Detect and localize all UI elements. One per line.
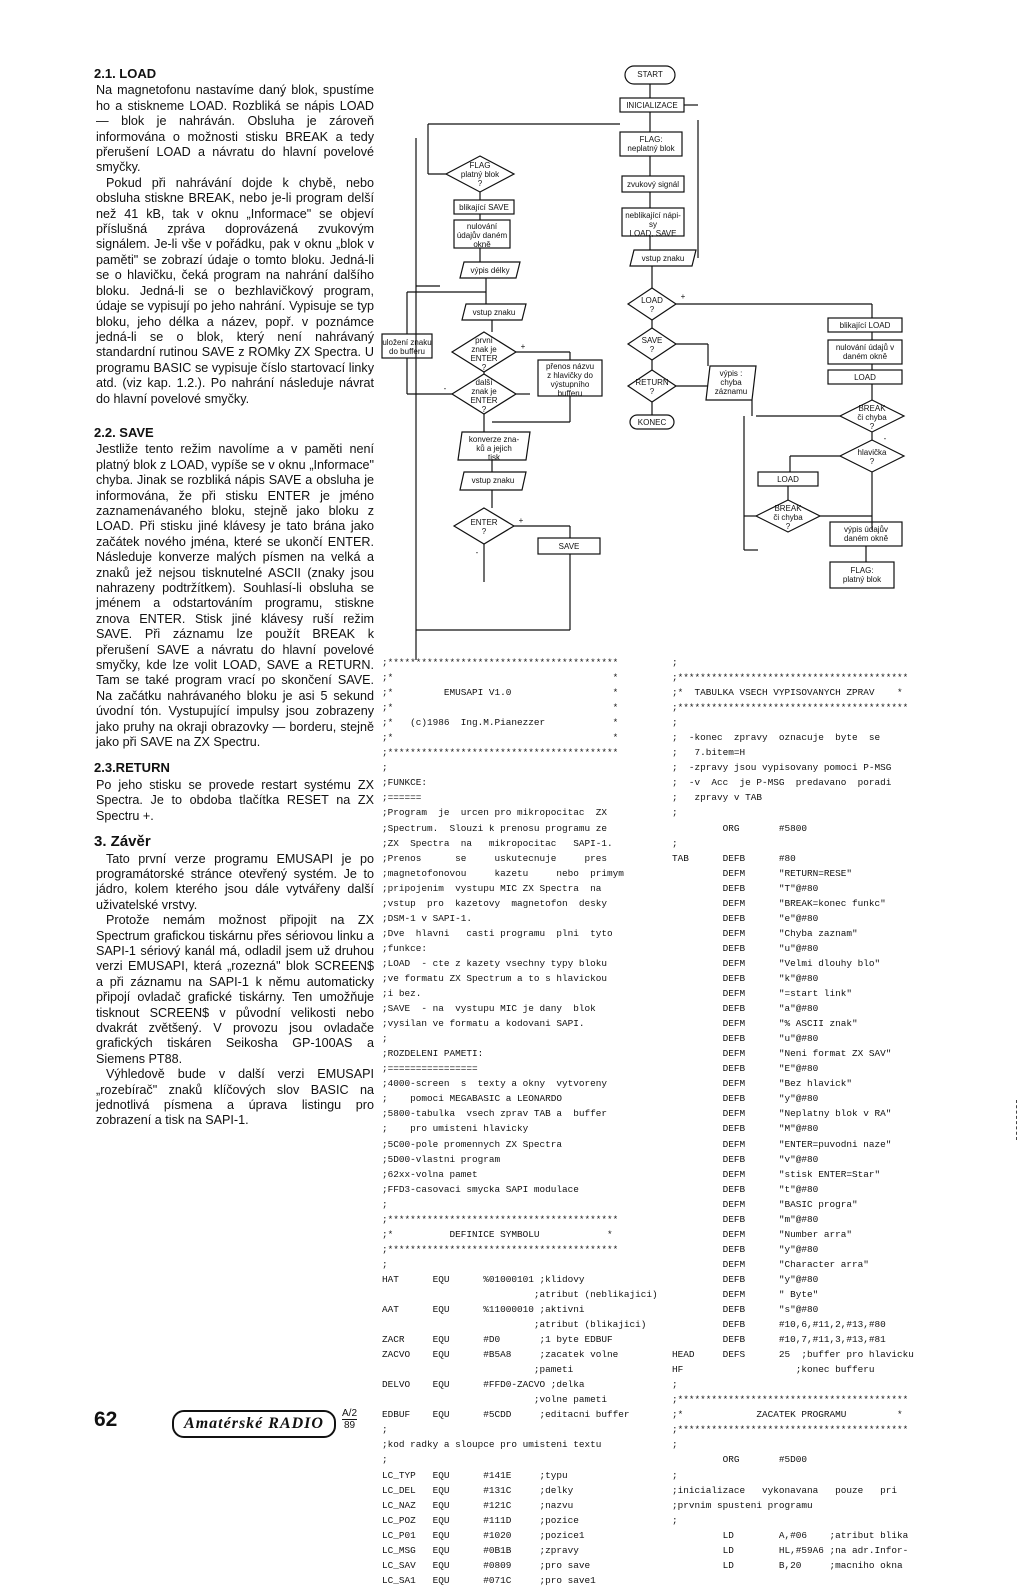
page-footer bbox=[94, 1408, 394, 1448]
code-line: ;FUNKCE: bbox=[382, 777, 428, 789]
code-line: ; bbox=[672, 1514, 678, 1526]
code-line: ;* EMUSAPI V1.0 * bbox=[382, 687, 619, 699]
code-line: DEFB "a"@#80 bbox=[672, 1003, 819, 1015]
code-line: ;***************************************** bbox=[672, 702, 909, 714]
code-line: DEFB "M"@#80 bbox=[672, 1123, 819, 1135]
article-column bbox=[94, 66, 374, 1129]
paragraph: Jestliže tento režim navolíme a v paměti není platný blok z LOAD, vypíše se v oknu „Informace" chyba. Jinak se rozbliká nápis SAVE a obsluha je informována, že při stisku ENTER je jméno zaznamenávaného bloku, stejně jako bloku z LOAD. Při stisku jiné klávesy je tato brána jako začátek nového jména, které se ukončí ENTER. Následuje konverze malých písmen na velká a znaků jež nejsou tisknutelné ASCII (znaky jsou nahrazeny podtržítkem). Souhlasí-li obsluha se jménem a odstartováním programu, stiskne znova ENTER. Stisk jiné klávesy ruší režim SAVE. Při záznamu lze použít BREAK k přerušení SAVE a návratu do hlavní povelové smyčky, kde lze volit LOAD, SAVE a RETURN. Tam se také program vrací po skončení SAVE. Na začátku nahrávaného bloku je asi 5 sekund úvodní tón. Vystupující impulsy jsou zobrazeny jako pruhy na okraji obrazovky — borderu, stejně jako při SAVE na ZX Spectru. bbox=[96, 442, 374, 750]
code-line: DEFM "Number arra" bbox=[672, 1228, 853, 1240]
input-char2-label: vstup znaku bbox=[472, 308, 516, 317]
code-line: ; pomoci MEGABASIC a LEONARDO bbox=[382, 1093, 563, 1105]
code-line: ;i bez. bbox=[382, 988, 422, 1000]
print-len-label: výpis délky bbox=[470, 266, 510, 275]
code-line: DEFM "BREAK=konec funkc" bbox=[672, 897, 886, 909]
load-q-label: LOAD ? bbox=[641, 296, 663, 314]
code-line: DEFM "=start link" bbox=[672, 988, 853, 1000]
code-line: DEFB "v"@#80 bbox=[672, 1153, 819, 1165]
code-line: ;* * bbox=[382, 672, 619, 684]
code-line: DEFB #10,7,#11,3,#13,#81 bbox=[672, 1334, 886, 1346]
code-line: DEFB "u"@#80 bbox=[672, 1033, 819, 1045]
init-label: INICIALIZACE bbox=[626, 101, 678, 110]
code-line: ; bbox=[382, 1424, 388, 1436]
code-line: LC_SAV EQU #0809 ;pro save bbox=[382, 1559, 591, 1571]
input-char-label: vstup znaku bbox=[641, 254, 685, 263]
code-line: ;atribut (blikajici) bbox=[382, 1319, 647, 1331]
next-enter-label: další znak je ENTER ? bbox=[470, 378, 498, 414]
code-line: ORG #5800 bbox=[672, 822, 808, 834]
paragraph: Tato první verze programu EMUSAPI je po programátorské stránce otevřený systém. Je to jádro, kolem kterého jsou dále vytvářeny další uživatelské vrstvy. bbox=[96, 851, 374, 912]
code-line: DEFB "E"@#80 bbox=[672, 1063, 819, 1075]
code-line: ;pameti bbox=[382, 1364, 574, 1376]
code-line: DEFM "% ASCII znak" bbox=[672, 1018, 858, 1030]
code-line: ;* (c)1986 Ing.M.Pianezzer * bbox=[382, 717, 619, 729]
code-line: ;prvnim spusteni programu bbox=[672, 1499, 813, 1511]
section-title-return: 2.3.RETURN bbox=[94, 760, 170, 776]
code-line: ;***************************************** bbox=[672, 1424, 909, 1436]
code-line: ;Dve hlavni casti programu plni tyto bbox=[382, 927, 613, 939]
sound-label: zvukový signál bbox=[626, 180, 680, 189]
issue-number bbox=[342, 1408, 357, 1431]
code-line: TAB DEFB #80 bbox=[672, 852, 796, 864]
code-line: DELVO EQU #FFD0-ZACVO ;delka bbox=[382, 1379, 585, 1391]
code-line: ;***************************************** bbox=[382, 747, 619, 759]
code-line: LC_TYP EQU #141E ;typu bbox=[382, 1469, 568, 1481]
section-title-load: 2.1. LOAD bbox=[94, 66, 157, 81]
issue-bottom: 89 bbox=[343, 1420, 356, 1431]
code-line: ORG #5D00 bbox=[672, 1454, 808, 1466]
start-label: START bbox=[637, 70, 663, 79]
code-line: ;Program je urcen pro mikropocitac ZX bbox=[382, 807, 608, 819]
code-line: ;Spectrum. Slouzi k prenosu programu ze bbox=[382, 822, 608, 834]
code-line: DEFM "Neni format ZX SAV" bbox=[672, 1048, 892, 1060]
code-line: ; bbox=[672, 657, 678, 668]
load-box-label: LOAD bbox=[854, 373, 876, 382]
code-line: ; bbox=[382, 1033, 388, 1045]
code-line: DEFM "Bez hlavick" bbox=[672, 1078, 853, 1090]
paragraph: Na magnetofonu nastavíme daný blok, spustíme ho a stiskneme LOAD. Rozbliká se nápis LOAD — blok je nahráván. Obsluha je zároveň informována o možnosti stisku BREAK a tedy přerušení LOAD a návratu do hlavní povelové smyčky. bbox=[96, 83, 374, 175]
code-line: DEFB "u"@#80 bbox=[672, 942, 819, 954]
branch-plus: + bbox=[518, 516, 524, 525]
code-listing-left bbox=[382, 655, 658, 1588]
code-line: DEFM "stisk ENTER=Star" bbox=[672, 1168, 881, 1180]
code-line: ; bbox=[672, 717, 678, 729]
code-line: ;***************************************** bbox=[672, 1394, 909, 1406]
code-line: ; bbox=[382, 1198, 388, 1210]
code-line: ; 7.bitem=H bbox=[672, 747, 746, 759]
blink-save-label: blikající SAVE bbox=[459, 203, 509, 212]
code-line: ;pripojenim vystupu MIC ZX Spectra na bbox=[382, 882, 602, 894]
code-line: ;volne pameti bbox=[382, 1394, 608, 1406]
section-title-conclusion: 3. Závěr bbox=[94, 833, 151, 851]
code-line: ;* * bbox=[382, 732, 619, 744]
code-line: LD A,#06 ;atribut blika bbox=[672, 1529, 909, 1541]
first-enter-label: první znak je ENTER ? bbox=[470, 336, 498, 372]
code-line: ;FFD3-casovaci smycka SAPI modulace bbox=[382, 1183, 579, 1195]
code-line: ;***************************************** bbox=[672, 672, 909, 684]
code-line: DEFM "BASIC progra" bbox=[672, 1198, 858, 1210]
code-line: ;================ bbox=[382, 1063, 478, 1075]
print-error-label: výpis : chyba záznamu bbox=[714, 369, 748, 396]
code-line: ;kod radky a sloupce pro umisteni textu bbox=[382, 1439, 602, 1451]
code-line: ;====== bbox=[382, 792, 422, 804]
code-line: LC_SA1 EQU #071C ;pro save1 bbox=[382, 1574, 596, 1586]
code-line: ; bbox=[672, 837, 678, 849]
code-line: ;5800-tabulka vsech zprav TAB a buffer bbox=[382, 1108, 608, 1120]
convert-label: konverze zna- ků a jejich tisk bbox=[468, 435, 520, 462]
code-line: ; pro umisteni hlavicky bbox=[382, 1123, 529, 1135]
code-line: ;ROZDELENI PAMETI: bbox=[382, 1048, 484, 1060]
code-line: LC_MSG EQU #0B1B ;zpravy bbox=[382, 1544, 579, 1556]
code-line: ;funkce: bbox=[382, 942, 428, 954]
enter-q-label: ENTER ? bbox=[470, 518, 498, 536]
code-line: DEFM "Chyba zaznam" bbox=[672, 927, 858, 939]
magazine-logo: Amatérské RADIO bbox=[172, 1410, 336, 1438]
code-line: DEFM " Byte" bbox=[672, 1288, 819, 1300]
code-line: ;ZX Spectra na mikropocitac SAPI-1. bbox=[382, 837, 613, 849]
return-q-label: RETURN ? bbox=[635, 378, 669, 396]
branch-minus: - bbox=[475, 548, 479, 557]
issue-top: A/2 bbox=[342, 1408, 358, 1419]
paragraph: Pokud při nahrávání dojde k chybě, nebo obsluha stiskne BREAK, nebo je-li program delší než 41 kB, tak v oknu „Informace" se objeví příslušná zpráva doprovázená zvukovým signálem. Je-li vše v pořádku, pak v oknu „blok v paměti" se zobrazí údaje o tomto bloku. Jedná-li se o hlavičku, čeká program na nahrání dalšího bloku. Jedná-li se o bezhlavičkový program, údaje se vypisují po jeho nahrání. Vypisuje se typ bloku, jeho délka a název, popř. v poznámce jedná-li se o blok, který není nahrávaný standardní rutinou SAVE z ROMky ZX Spectra. U programu BASIC se vypisuje číslo startovací linky atd. (viz kap. 1.2.). Po nahrání následuje návrat do hlavní povelové smyčky. bbox=[96, 175, 374, 406]
code-line: DEFB "m"@#80 bbox=[672, 1213, 819, 1225]
code-line: ;magnetofonovou kazetu nebo primym bbox=[382, 867, 624, 879]
code-line: EDBUF EQU #5CDD ;editacni buffer bbox=[382, 1409, 630, 1421]
store-label: uložení znaku do bufferu bbox=[382, 338, 432, 356]
branch-plus: + bbox=[680, 292, 686, 301]
header-q-label: hlavička ? bbox=[857, 448, 887, 466]
branch-plus: + bbox=[520, 342, 526, 351]
flag-invalid-label: FLAG: neplatný blok bbox=[627, 135, 675, 153]
code-line: ; bbox=[672, 807, 678, 819]
clear-info2-label: nulování údajů v daném okně bbox=[835, 343, 895, 361]
code-line: ; bbox=[672, 1439, 678, 1451]
flag-valid-label: FLAG: platný blok bbox=[842, 566, 882, 584]
paragraph: Po jeho stisku se provede restart systému ZX Spectra. Je to obdoba tlačítka RESET na ZX Spectru +. bbox=[96, 777, 374, 823]
code-line: ;* TABULKA VSECH VYPISOVANYCH ZPRAV * bbox=[672, 687, 903, 699]
code-line: ; bbox=[672, 1379, 678, 1391]
code-line: DEFB "s"@#80 bbox=[672, 1304, 819, 1316]
code-line: ZACVO EQU #B5A8 ;zacatek volne bbox=[382, 1349, 619, 1361]
code-line: DEFB "e"@#80 bbox=[672, 912, 819, 924]
code-line: ;* DEFINICE SYMBOLU * bbox=[382, 1228, 613, 1240]
save-q-label: SAVE ? bbox=[641, 336, 663, 354]
code-line: ;* ZACATEK PROGRAMU * bbox=[672, 1409, 903, 1421]
section-title-save: 2.2. SAVE bbox=[94, 424, 154, 440]
code-line: DEFM "Character arra" bbox=[672, 1258, 869, 1270]
input-char3-label: vstup znaku bbox=[471, 476, 515, 485]
code-line: ZACR EQU #D0 ;1 byte EDBUF bbox=[382, 1334, 613, 1346]
code-line: ; bbox=[382, 1454, 388, 1466]
paragraph: Výhledově bude v další verzi EMUSAPI „rozebírač" znaků klíčových slov BASIC na jednotlivá písmena a úprava listingu pro zobrazení a tisk na SAPI-1. bbox=[96, 1067, 374, 1128]
code-line: ;inicializace vykonavana pouze pri bbox=[672, 1484, 898, 1496]
code-line: ; bbox=[672, 1469, 678, 1481]
code-line: LC_DEL EQU #131C ;delky bbox=[382, 1484, 574, 1496]
code-line: ;vysilan ve formatu a kodovani SAPI. bbox=[382, 1018, 585, 1030]
code-line: ; -konec zpravy oznacuje byte se bbox=[672, 732, 881, 744]
code-line: ;DSM-1 v SAPI-1. bbox=[382, 912, 473, 924]
code-line: ; bbox=[382, 762, 388, 774]
code-line: ;***************************************** bbox=[382, 657, 619, 668]
code-line: ;Prenos se uskutecnuje pres bbox=[382, 852, 608, 864]
code-line: AAT EQU %11000010 ;aktivni bbox=[382, 1304, 585, 1316]
break-q-label: BREAK či chyba ? bbox=[857, 404, 887, 431]
load-box2-label: LOAD bbox=[777, 475, 799, 484]
page-number: 62 bbox=[94, 1408, 118, 1431]
code-line: DEFB "t"@#80 bbox=[672, 1183, 819, 1195]
blink-load-label: blikající LOAD bbox=[839, 321, 891, 330]
code-line: ;4000-screen s texty a okny vytvoreny bbox=[382, 1078, 608, 1090]
paragraph: Protože nemám možnost připojit na ZX Spectrum grafickou tiskárnu přes sériovou linku a SAPI-1 sériový kanál má, odladil jsem už druhou verzi EMUSAPI, která „rozezná" blok SCREEN$ a při záznamu na SAPI-1 k němu automaticky připojí ovladač grafické tiskárny. Ten umožňuje tisknout SCREEN$ v původní velikosti nebo dvakrát zvětšený. V provozu jsou ovladače grafických tiskáren Seikosha GP-100AS a Siemens PT88. bbox=[96, 913, 374, 1066]
konec-label: KONEC bbox=[637, 418, 667, 427]
code-line: DEFB "y"@#80 bbox=[672, 1093, 819, 1105]
code-line: HEAD DEFS 25 ;buffer pro hlavicku bbox=[672, 1349, 914, 1361]
code-line: HAT EQU %01000101 ;klidovy bbox=[382, 1273, 585, 1285]
code-line: ;LOAD - cte z kazety vsechny typy bloku bbox=[382, 957, 608, 969]
code-line: LC_POZ EQU #111D ;pozice bbox=[382, 1514, 579, 1526]
code-line: ;ve formatu ZX Spectrum a to s hlavickou bbox=[382, 972, 608, 984]
code-line: ;62xx-volna pamet bbox=[382, 1168, 478, 1180]
code-line: LD B,20 ;macniho okna bbox=[672, 1559, 903, 1571]
code-line: DEFB "y"@#80 bbox=[672, 1273, 819, 1285]
branch-minus: - bbox=[443, 384, 447, 393]
code-line: ;atribut (neblikajici) bbox=[382, 1288, 658, 1300]
transfer-label: přenos názvu z hlavičky do výstupního bufferu bbox=[545, 362, 595, 398]
code-line: DEFB "y"@#80 bbox=[672, 1243, 819, 1255]
code-line: ;***************************************** bbox=[382, 1243, 619, 1255]
code-listing-right bbox=[672, 655, 914, 1573]
code-line: ;vstup pro kazetovy magnetofon desky bbox=[382, 897, 608, 909]
code-line: DEFM "Velmi dlouhy blo" bbox=[672, 957, 881, 969]
no-blink-label: neblikající nápi- sy LOAD, SAVE bbox=[625, 211, 681, 238]
code-line: ;***************************************** bbox=[382, 1213, 619, 1225]
code-line: ; -zpravy jsou vypisovany pomoci P-MSG bbox=[672, 762, 892, 774]
code-line: LC_NAZ EQU #121C ;nazvu bbox=[382, 1499, 574, 1511]
code-line: DEFM "RETURN=RESE" bbox=[672, 867, 853, 879]
flag-valid-q-label: FLAG platný blok ? bbox=[460, 161, 500, 188]
code-line: ;5D00-vlastni program bbox=[382, 1153, 501, 1165]
code-line: ;5C00-pole promennych ZX Spectra bbox=[382, 1138, 563, 1150]
save-box-label: SAVE bbox=[558, 542, 580, 551]
code-line: ; -v Acc je P-MSG predavano poradi bbox=[672, 777, 892, 789]
code-line: DEFB "T"@#80 bbox=[672, 882, 819, 894]
break-q2-label: BREAK či chyba ? bbox=[773, 504, 803, 531]
code-line: ;SAVE - na vystupu MIC je dany blok bbox=[382, 1003, 596, 1015]
margin-mark bbox=[1016, 1100, 1019, 1140]
code-line: ; bbox=[382, 1258, 388, 1270]
code-line: DEFB #10,6,#11,2,#13,#80 bbox=[672, 1319, 886, 1331]
code-line: DEFM "Neplatny blok v RA" bbox=[672, 1108, 892, 1120]
code-line: DEFB "k"@#80 bbox=[672, 972, 819, 984]
print-info-label: výpis údajův daném okně bbox=[843, 525, 889, 543]
code-line: LC_P01 EQU #1020 ;pozice1 bbox=[382, 1529, 585, 1541]
code-line: DEFM "ENTER=puvodni naze" bbox=[672, 1138, 892, 1150]
code-line: LD HL,#59A6 ;na adr.Infor- bbox=[672, 1544, 909, 1556]
code-line: ; zpravy v TAB bbox=[672, 792, 763, 804]
code-line: ;* * bbox=[382, 702, 619, 714]
code-line: HF ;konec bufferu bbox=[672, 1364, 875, 1376]
branch-minus: - bbox=[883, 434, 887, 443]
clear-info-label: nulování údajův daném okně bbox=[456, 222, 508, 249]
flowchart bbox=[380, 60, 920, 660]
